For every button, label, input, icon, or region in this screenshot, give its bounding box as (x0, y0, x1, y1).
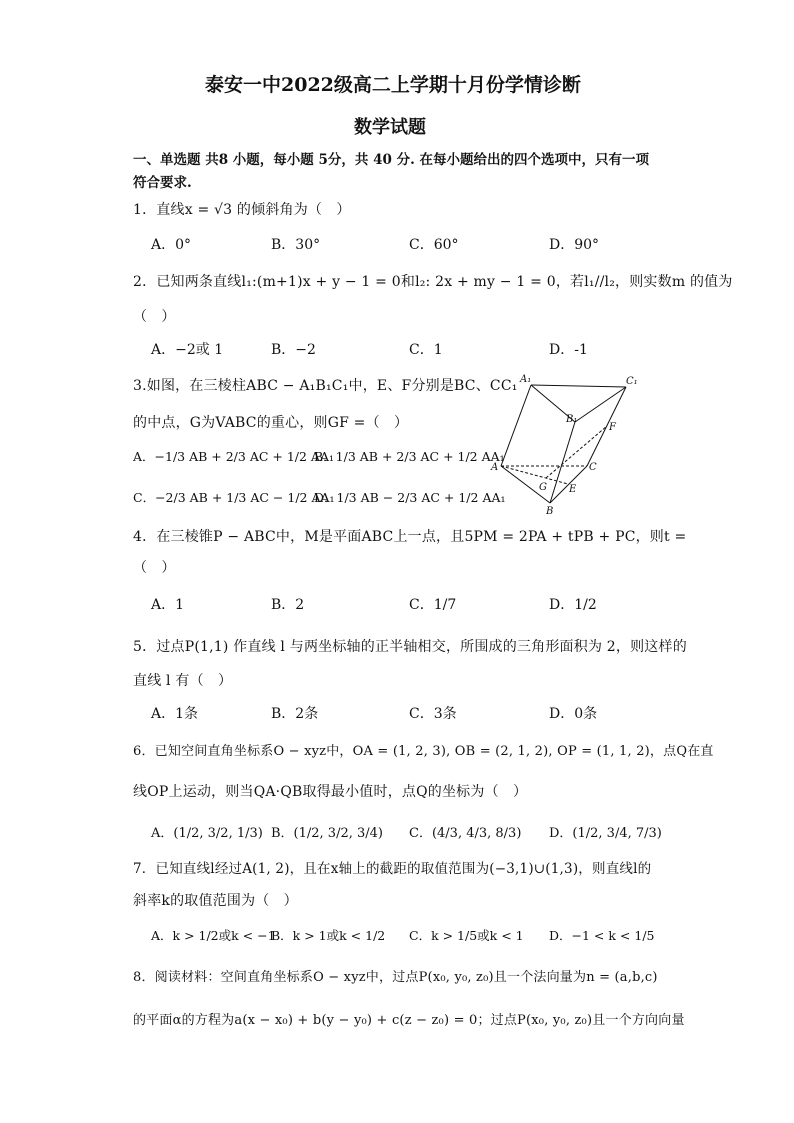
q7-option-d: D．−1 < k < 1/5 (549, 928, 655, 943)
question-4-cont: （ ） (133, 560, 176, 576)
q4-option-d: D．1/2 (549, 597, 597, 613)
prism-figure (488, 370, 648, 518)
question-number: 5． (133, 639, 157, 655)
question-number: 4． (133, 529, 157, 545)
question-stem: 在三棱锥P − ABC中，M是平面ABC上一点，且5PM = 2PA + tPB + PC，则t = (156, 529, 687, 545)
q6-option-c: C．(4/3, 4/3, 8/3) (409, 826, 522, 841)
question-number: 8． (133, 970, 155, 985)
question-5-cont: 直线 l 有（ ） (133, 673, 233, 689)
q4-option-a: A．1 (151, 597, 185, 613)
q3-option-a: A．−1/3 AB + 2/3 AC + 1/2 AA₁ (133, 449, 334, 464)
question-7 (133, 857, 651, 877)
question-stem: 过点P(1,1) 作直线 l 与两坐标轴的正半轴相交，所围成的三角形面积为 2，则这样的 (156, 639, 687, 655)
question-number: 7． (133, 861, 156, 877)
q5-option-a: A．1条 (151, 706, 199, 722)
q2-option-d: D．-1 (549, 342, 588, 358)
question-3 (133, 375, 518, 395)
question-stem: 阅读材料：空间直角坐标系O − xyz中，过点P(x₀, y₀, z₀)且一个法向量为n = (a,b,c) (154, 970, 658, 985)
q1-option-d: D．90° (549, 237, 600, 253)
label-e: E (569, 484, 577, 495)
label-b: B (546, 506, 554, 517)
q5-option-b: B．2条 (271, 706, 319, 722)
q6-option-d: D．(1/2, 3/4, 7/3) (549, 826, 662, 841)
question-number: 2． (133, 274, 157, 290)
median-ae (501, 466, 568, 484)
q7-option-b: B．k > 1或k < 1/2 (271, 928, 386, 943)
question-7-cont: 斜率k的取值范围为（ ） (133, 893, 298, 909)
question-number: 3. (133, 378, 147, 394)
question-5 (133, 636, 687, 656)
section-heading: 一、单选题 共8 小题，每小题 5分，共 40 分. 在每小题给出的四个选项中，只有一项 (133, 152, 649, 168)
question-number: 1． (133, 202, 157, 218)
question-stem: 已知两条直线l₁:(m+1)x + y − 1 = 0和l₂: 2x + my − 1 = 0，若l₁//l₂，则实数m 的值为 (156, 274, 733, 290)
edge-aa1 (501, 385, 531, 466)
edge-b1c1 (575, 387, 626, 422)
q2-option-b: B．−2 (271, 342, 316, 358)
question-stem: 已知直线l经过A(1, 2)，且在x轴上的截距的取值范围为(−3,1)∪(1,3)，则直线l的 (155, 861, 652, 877)
label-a: A (491, 462, 499, 473)
q4-option-b: B．2 (271, 597, 305, 613)
q2-option-c: C．1 (409, 342, 443, 358)
q1-option-b: B．30° (271, 237, 321, 253)
question-3-cont: 的中点，G为VABC的重心，则GF =（ ） (133, 415, 409, 431)
q4-option-c: C．1/7 (409, 597, 457, 613)
question-4 (133, 526, 686, 546)
label-f: F (609, 422, 616, 433)
q7-option-a: A．k > 1/2或k < −1 (151, 928, 276, 943)
q1-option-a: A．0° (151, 237, 192, 253)
label-a1: A₁ (520, 374, 532, 385)
question-6 (133, 740, 714, 759)
section-heading-cont: 符合要求. (133, 175, 192, 191)
q7-option-c: C．k > 1/5或k < 1 (409, 928, 524, 943)
label-g: G (539, 482, 547, 493)
q2-option-a: A．−2或 1 (151, 342, 224, 358)
q3-option-d: D．1/3 AB − 2/3 AC + 1/2 AA₁ (314, 490, 506, 505)
question-stem: 如图，在三棱柱ABC − A₁B₁C₁中，E、F分别是BC、CC₁ (146, 378, 518, 394)
label-b1: B₁ (566, 414, 578, 425)
q6-option-b: B．(1/2, 3/2, 3/4) (271, 826, 383, 841)
question-stem: 直线x = √3 的倾斜角为（ ） (156, 202, 351, 218)
q5-option-c: C．3条 (409, 706, 457, 722)
q1-option-c: C．60° (409, 237, 459, 253)
question-number: 6． (133, 744, 155, 759)
question-2-cont: （ ） (133, 309, 176, 325)
question-stem: 已知空间直角坐标系O − xyz中，OA = (1, 2, 3), OB = (2, 1, 2), OP = (1, 1, 2)，点Q在直 (154, 744, 714, 759)
question-8 (133, 966, 658, 985)
question-1 (133, 199, 351, 219)
q3-option-b: B．1/3 AB + 2/3 AC + 1/2 AA₁ (314, 449, 505, 464)
page-subtitle: 数学试题 (354, 117, 426, 138)
edge-cc1 (587, 387, 626, 466)
q6-option-a: A．(1/2, 3/2, 1/3) (151, 826, 263, 841)
edge-a1c1 (531, 385, 626, 387)
question-8-cont: 的平面α的方程为a(x − x₀) + b(y − y₀) + c(z − z₀) = 0；过点P(x₀, y₀, z₀)且一个方向向量 (133, 1013, 685, 1028)
prism-edges (501, 385, 626, 503)
label-c: C (589, 462, 597, 473)
prism-hidden-edges (501, 426, 607, 484)
q5-option-d: D．0条 (549, 706, 598, 722)
question-2 (133, 271, 733, 291)
question-6-cont: 线OP上运动，则当QA·QB取得最小值时，点Q的坐标为（ ） (133, 784, 528, 800)
q3-option-c: C．−2/3 AB + 1/3 AC − 1/2 AA₁ (133, 490, 335, 505)
page-title: 泰安一中2022级高二上学期十月份学情诊断 (205, 74, 581, 96)
label-c1: C₁ (626, 376, 638, 387)
segment-gf (546, 426, 607, 478)
